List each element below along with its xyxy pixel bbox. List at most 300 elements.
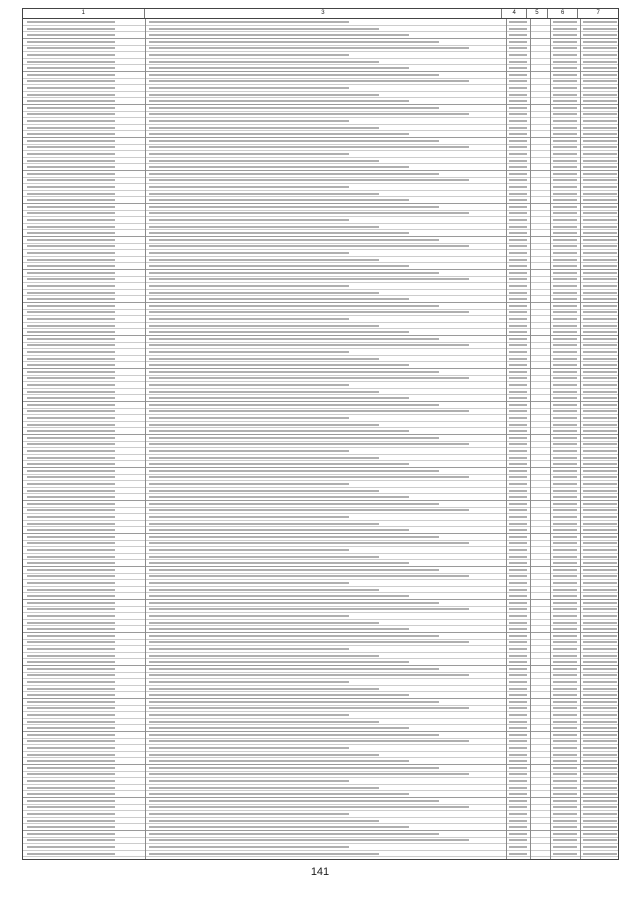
illegible-text-placeholder [509,820,527,822]
illegible-text-placeholder [509,800,527,802]
illegible-text-placeholder [149,179,469,181]
illegible-text-placeholder [553,338,577,340]
illegible-text-placeholder [149,674,469,676]
illegible-text-placeholder [27,305,115,307]
illegible-text-placeholder [509,252,527,254]
illegible-text-placeholder [27,813,115,815]
illegible-text-placeholder [583,74,617,76]
illegible-text-placeholder [149,47,469,49]
illegible-text-placeholder [553,133,577,135]
illegible-text-placeholder [583,655,617,657]
illegible-text-placeholder [553,674,577,676]
illegible-text-placeholder [583,351,617,353]
illegible-text-placeholder [553,622,577,624]
illegible-text-placeholder [149,793,409,795]
illegible-text-placeholder [27,457,115,459]
illegible-text-placeholder [553,833,577,835]
illegible-text-placeholder [149,740,469,742]
illegible-text-placeholder [27,853,115,855]
illegible-text-placeholder [553,424,577,426]
illegible-text-placeholder [509,87,527,89]
illegible-text-placeholder [553,265,577,267]
illegible-text-placeholder [27,239,115,241]
illegible-text-placeholder [149,285,349,287]
illegible-text-placeholder [27,364,115,366]
illegible-text-placeholder [509,67,527,69]
illegible-text-placeholder [27,404,115,406]
illegible-text-placeholder [27,641,115,643]
illegible-text-placeholder [553,364,577,366]
illegible-text-placeholder [509,463,527,465]
illegible-text-placeholder [509,377,527,379]
illegible-text-placeholder [583,318,617,320]
illegible-text-placeholder [509,179,527,181]
illegible-text-placeholder [509,186,527,188]
illegible-text-placeholder [27,589,115,591]
illegible-text-placeholder [509,602,527,604]
illegible-text-placeholder [149,470,439,472]
illegible-text-placeholder [553,160,577,162]
illegible-text-placeholder [583,608,617,610]
illegible-text-placeholder [583,529,617,531]
illegible-text-placeholder [509,575,527,577]
illegible-text-placeholder [509,351,527,353]
illegible-text-placeholder [149,707,469,709]
illegible-text-placeholder [553,292,577,294]
illegible-text-placeholder [149,760,409,762]
illegible-text-placeholder [149,747,349,749]
illegible-text-placeholder [583,470,617,472]
illegible-text-placeholder [509,615,527,617]
illegible-text-placeholder [149,74,439,76]
illegible-text-placeholder [27,747,115,749]
illegible-text-placeholder [583,41,617,43]
illegible-text-placeholder [149,265,409,267]
illegible-text-placeholder [553,113,577,115]
illegible-text-placeholder [27,245,115,247]
illegible-text-placeholder [509,536,527,538]
illegible-text-placeholder [553,120,577,122]
illegible-text-placeholder [509,714,527,716]
illegible-text-placeholder [27,569,115,571]
illegible-text-placeholder [27,476,115,478]
illegible-text-placeholder [149,569,439,571]
illegible-text-placeholder [509,688,527,690]
illegible-text-placeholder [553,694,577,696]
illegible-text-placeholder [509,133,527,135]
illegible-text-placeholder [149,833,439,835]
illegible-text-placeholder [583,793,617,795]
illegible-text-placeholder [583,410,617,412]
illegible-text-placeholder [509,371,527,373]
illegible-text-placeholder [149,529,409,531]
illegible-text-placeholder [149,100,409,102]
illegible-text-placeholder [149,384,349,386]
illegible-text-placeholder [553,641,577,643]
illegible-text-placeholder [583,259,617,261]
illegible-text-placeholder [509,839,527,841]
illegible-text-placeholder [509,325,527,327]
illegible-text-placeholder [27,655,115,657]
illegible-text-placeholder [27,331,115,333]
illegible-text-placeholder [509,701,527,703]
illegible-text-placeholder [553,67,577,69]
illegible-text-placeholder [583,80,617,82]
illegible-text-placeholder [27,47,115,49]
illegible-text-placeholder [149,120,349,122]
illegible-text-placeholder [149,773,469,775]
illegible-text-placeholder [149,628,409,630]
column-divider [506,19,507,859]
column-divider [580,19,581,859]
illegible-text-placeholder [509,259,527,261]
illegible-text-placeholder [583,252,617,254]
illegible-text-placeholder [149,476,469,478]
illegible-text-placeholder [149,595,409,597]
illegible-text-placeholder [27,54,115,56]
illegible-text-placeholder [27,41,115,43]
illegible-text-placeholder [509,232,527,234]
illegible-text-placeholder [509,523,527,525]
illegible-text-placeholder [509,94,527,96]
illegible-text-placeholder [583,311,617,313]
illegible-text-placeholder [149,430,409,432]
illegible-text-placeholder [553,358,577,360]
illegible-text-placeholder [553,127,577,129]
illegible-text-placeholder [27,28,115,30]
column-divider [530,19,531,859]
illegible-text-placeholder [149,820,379,822]
illegible-text-placeholder [583,186,617,188]
illegible-text-placeholder [27,833,115,835]
illegible-text-placeholder [27,338,115,340]
illegible-text-placeholder [509,140,527,142]
illegible-text-placeholder [509,318,527,320]
illegible-text-placeholder [27,107,115,109]
illegible-text-placeholder [553,377,577,379]
illegible-text-placeholder [149,34,409,36]
illegible-text-placeholder [583,278,617,280]
illegible-text-placeholder [583,199,617,201]
illegible-text-placeholder [583,635,617,637]
illegible-text-placeholder [509,589,527,591]
table-body [22,19,619,860]
illegible-text-placeholder [149,734,439,736]
illegible-text-placeholder [27,754,115,756]
illegible-text-placeholder [509,74,527,76]
illegible-text-placeholder [509,740,527,742]
illegible-text-placeholder [509,245,527,247]
illegible-text-placeholder [509,305,527,307]
illegible-text-placeholder [583,146,617,148]
illegible-text-placeholder [149,107,439,109]
illegible-text-placeholder [583,476,617,478]
illegible-text-placeholder [27,74,115,76]
illegible-text-placeholder [27,146,115,148]
illegible-text-placeholder [27,582,115,584]
illegible-text-placeholder [27,562,115,564]
illegible-text-placeholder [149,589,379,591]
illegible-text-placeholder [509,608,527,610]
illegible-text-placeholder [27,490,115,492]
illegible-text-placeholder [149,813,349,815]
illegible-text-placeholder [553,252,577,254]
illegible-text-placeholder [27,397,115,399]
illegible-text-placeholder [553,853,577,855]
illegible-text-placeholder [27,516,115,518]
illegible-text-placeholder [553,668,577,670]
illegible-text-placeholder [149,582,349,584]
illegible-text-placeholder [149,404,439,406]
illegible-text-placeholder [583,582,617,584]
illegible-text-placeholder [583,747,617,749]
illegible-text-placeholder [27,780,115,782]
illegible-text-placeholder [553,463,577,465]
illegible-text-placeholder [553,602,577,604]
illegible-text-placeholder [583,754,617,756]
illegible-text-placeholder [149,278,469,280]
illegible-text-placeholder [149,358,379,360]
illegible-text-placeholder [149,153,349,155]
illegible-text-placeholder [553,628,577,630]
illegible-text-placeholder [149,186,349,188]
illegible-text-placeholder [583,305,617,307]
illegible-text-placeholder [583,424,617,426]
illegible-text-placeholder [149,701,439,703]
illegible-text-placeholder [583,509,617,511]
illegible-text-placeholder [553,94,577,96]
illegible-text-placeholder [149,787,379,789]
illegible-text-placeholder [553,773,577,775]
illegible-text-placeholder [553,21,577,23]
illegible-text-placeholder [27,688,115,690]
illegible-text-placeholder [553,714,577,716]
illegible-text-placeholder [149,681,349,683]
illegible-text-placeholder [583,826,617,828]
illegible-text-placeholder [509,681,527,683]
illegible-text-placeholder [583,120,617,122]
illegible-text-placeholder [27,734,115,736]
illegible-text-placeholder [553,529,577,531]
illegible-text-placeholder [509,707,527,709]
illegible-text-placeholder [27,384,115,386]
illegible-text-placeholder [583,338,617,340]
illegible-text-placeholder [509,417,527,419]
illegible-text-placeholder [553,608,577,610]
illegible-text-placeholder [27,351,115,353]
illegible-text-placeholder [149,417,349,419]
illegible-text-placeholder [149,252,349,254]
illegible-text-placeholder [553,516,577,518]
illegible-text-placeholder [27,668,115,670]
column-divider [550,19,551,859]
illegible-text-placeholder [27,595,115,597]
illegible-text-placeholder [553,575,577,577]
illegible-text-placeholder [553,727,577,729]
illegible-text-placeholder [27,483,115,485]
illegible-text-placeholder [583,331,617,333]
illegible-text-placeholder [149,140,439,142]
illegible-text-placeholder [27,140,115,142]
illegible-text-placeholder [583,54,617,56]
illegible-text-placeholder [583,820,617,822]
illegible-text-placeholder [509,516,527,518]
illegible-text-placeholder [149,272,439,274]
illegible-text-placeholder [553,219,577,221]
illegible-text-placeholder [149,87,349,89]
illegible-text-placeholder [583,714,617,716]
illegible-text-placeholder [553,443,577,445]
illegible-text-placeholder [583,648,617,650]
illegible-text-placeholder [583,496,617,498]
illegible-text-placeholder [583,622,617,624]
illegible-text-placeholder [149,80,469,82]
illegible-text-placeholder [149,173,439,175]
illegible-text-placeholder [583,681,617,683]
illegible-text-placeholder [27,344,115,346]
illegible-text-placeholder [509,641,527,643]
illegible-text-placeholder [509,628,527,630]
illegible-text-placeholder [583,219,617,221]
illegible-text-placeholder [553,239,577,241]
illegible-text-placeholder [553,542,577,544]
illegible-text-placeholder [583,727,617,729]
illegible-text-placeholder [583,443,617,445]
illegible-text-placeholder [149,94,379,96]
illegible-text-placeholder [583,767,617,769]
illegible-text-placeholder [149,839,469,841]
illegible-text-placeholder [583,641,617,643]
illegible-text-placeholder [583,701,617,703]
illegible-text-placeholder [27,193,115,195]
illegible-text-placeholder [27,94,115,96]
illegible-text-placeholder [509,622,527,624]
illegible-text-placeholder [583,153,617,155]
illegible-text-placeholder [149,54,349,56]
illegible-text-placeholder [509,556,527,558]
illegible-text-placeholder [27,674,115,676]
illegible-text-placeholder [27,714,115,716]
illegible-text-placeholder [583,173,617,175]
illegible-text-placeholder [27,173,115,175]
illegible-text-placeholder [509,160,527,162]
illegible-text-placeholder [27,259,115,261]
illegible-text-placeholder [509,173,527,175]
illegible-text-placeholder [149,325,379,327]
illegible-text-placeholder [583,628,617,630]
page-number: 141 [310,866,330,878]
illegible-text-placeholder [149,615,349,617]
illegible-text-placeholder [149,127,379,129]
illegible-text-placeholder [149,219,349,221]
illegible-text-placeholder [553,404,577,406]
illegible-text-placeholder [27,773,115,775]
illegible-text-placeholder [583,734,617,736]
illegible-text-placeholder [553,54,577,56]
column-1-number: 1 [23,9,145,18]
illegible-text-placeholder [583,160,617,162]
illegible-text-placeholder [509,80,527,82]
illegible-text-placeholder [583,490,617,492]
illegible-text-placeholder [149,397,409,399]
illegible-text-placeholder [583,450,617,452]
illegible-text-placeholder [553,146,577,148]
illegible-text-placeholder [583,358,617,360]
illegible-text-placeholder [509,239,527,241]
illegible-text-placeholder [509,34,527,36]
illegible-text-placeholder [553,140,577,142]
illegible-text-placeholder [583,503,617,505]
illegible-text-placeholder [27,87,115,89]
illegible-text-placeholder [583,839,617,841]
illegible-text-placeholder [27,793,115,795]
illegible-text-placeholder [553,800,577,802]
illegible-text-placeholder [553,556,577,558]
illegible-text-placeholder [27,113,115,115]
illegible-text-placeholder [583,226,617,228]
illegible-text-placeholder [553,107,577,109]
illegible-text-placeholder [509,199,527,201]
illegible-text-placeholder [27,608,115,610]
illegible-text-placeholder [509,272,527,274]
illegible-text-placeholder [553,371,577,373]
illegible-text-placeholder [27,661,115,663]
illegible-text-placeholder [509,127,527,129]
illegible-text-placeholder [509,562,527,564]
illegible-text-placeholder [509,787,527,789]
illegible-text-placeholder [583,806,617,808]
illegible-text-placeholder [553,80,577,82]
illegible-text-placeholder [553,344,577,346]
illegible-text-placeholder [583,212,617,214]
illegible-text-placeholder [553,397,577,399]
illegible-text-placeholder [27,701,115,703]
illegible-text-placeholder [583,391,617,393]
illegible-text-placeholder [149,780,349,782]
illegible-text-placeholder [553,509,577,511]
illegible-text-placeholder [149,232,409,234]
illegible-text-placeholder [509,113,527,115]
illegible-text-placeholder [149,668,439,670]
illegible-text-placeholder [553,655,577,657]
illegible-text-placeholder [509,298,527,300]
illegible-text-placeholder [149,443,469,445]
illegible-text-placeholder [509,655,527,657]
illegible-text-placeholder [149,635,439,637]
illegible-text-placeholder [149,542,469,544]
illegible-text-placeholder [583,113,617,115]
illegible-text-placeholder [583,384,617,386]
illegible-text-placeholder [509,595,527,597]
illegible-text-placeholder [509,846,527,848]
illegible-text-placeholder [509,747,527,749]
illegible-text-placeholder [583,417,617,419]
illegible-text-placeholder [509,509,527,511]
illegible-text-placeholder [553,523,577,525]
illegible-text-placeholder [583,589,617,591]
illegible-text-placeholder [149,721,379,723]
illegible-text-placeholder [149,688,379,690]
illegible-text-placeholder [553,325,577,327]
illegible-text-placeholder [27,371,115,373]
illegible-text-placeholder [149,133,409,135]
illegible-text-placeholder [583,67,617,69]
illegible-text-placeholder [27,694,115,696]
illegible-text-placeholder [149,714,349,716]
illegible-text-placeholder [583,707,617,709]
illegible-text-placeholder [149,853,379,855]
illegible-text-placeholder [149,655,379,657]
